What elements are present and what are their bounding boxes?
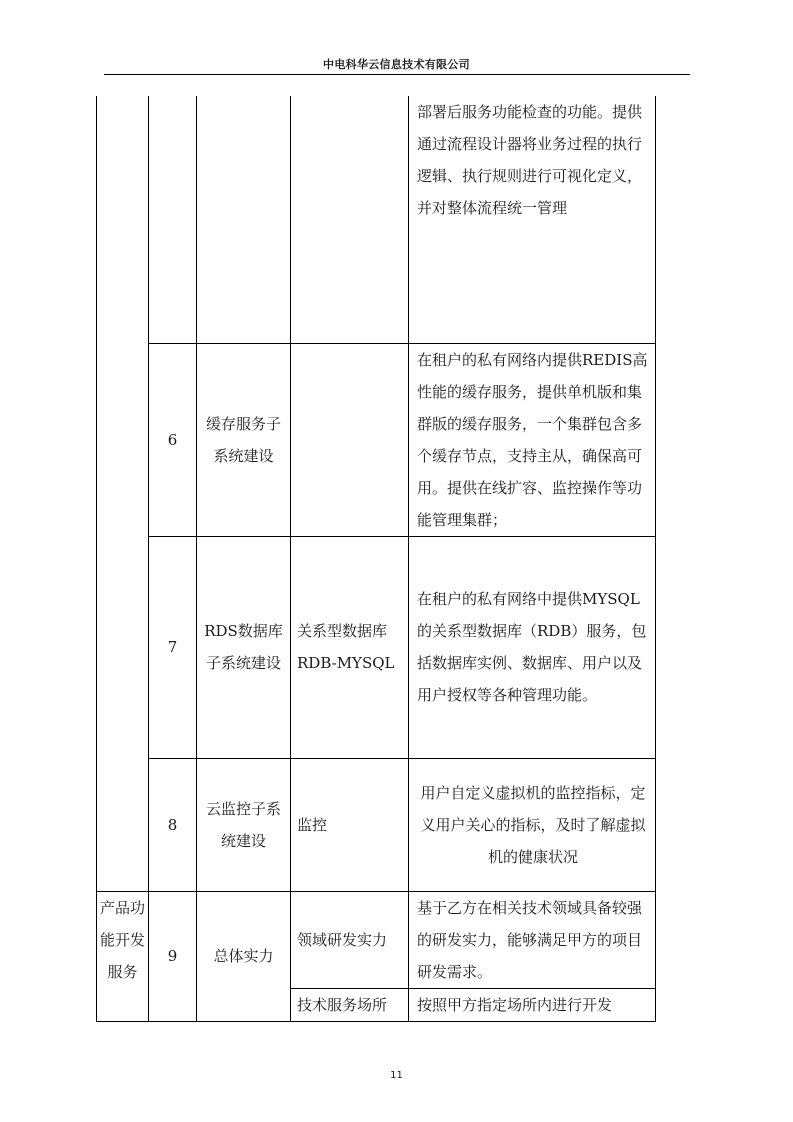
cell-description: 基于乙方在相关技术领域具备较强的研发实力，能够满足甲方的项目研发需求。 bbox=[409, 891, 656, 988]
page-number: 11 bbox=[390, 1070, 403, 1081]
cell-feature: 关系型数据库RDB-MYSQL bbox=[291, 536, 409, 758]
table-row bbox=[97, 758, 656, 891]
cell-name: 缓存服务子系统建设 bbox=[197, 343, 291, 536]
cell-name: 云监控子系统建设 bbox=[197, 758, 291, 891]
table-row bbox=[97, 891, 656, 988]
header-divider bbox=[104, 74, 690, 75]
cell-no-continued bbox=[149, 96, 197, 343]
table-row bbox=[97, 343, 656, 536]
page-header-company: 中电科华云信息技术有限公司 bbox=[323, 58, 470, 71]
cell-feature: 技术服务场所 bbox=[291, 988, 409, 1021]
cell-no: 7 bbox=[149, 536, 197, 758]
cell-feature bbox=[291, 343, 409, 536]
cell-feature-continued bbox=[291, 96, 409, 343]
cell-no: 9 bbox=[149, 891, 197, 1021]
cell-no: 8 bbox=[149, 758, 197, 891]
cell-feature: 领域研发实力 bbox=[291, 891, 409, 988]
cell-description: 按照甲方指定场所内进行开发 bbox=[409, 988, 656, 1021]
cell-no: 6 bbox=[149, 343, 197, 536]
category-cell-continued bbox=[97, 96, 149, 891]
cell-description: 用户自定义虚拟机的监控指标，定义用户关心的指标，及时了解虚拟机的健康状况 bbox=[409, 758, 656, 891]
cell-name: 总体实力 bbox=[197, 891, 291, 1021]
cell-feature: 监控 bbox=[291, 758, 409, 891]
table-row bbox=[97, 536, 656, 758]
cell-description: 在租户的私有网络内提供REDIS高性能的缓存服务，提供单机版和集群版的缓存服务，一个集群包含多个缓存节点，支持主从，确保高可用。提供在线扩容、监控操作等功能管理集群； bbox=[409, 343, 656, 536]
cell-name-continued bbox=[197, 96, 291, 343]
cell-name: RDS数据库子系统建设 bbox=[197, 536, 291, 758]
cell-description: 在租户的私有网络中提供MYSQL的关系型数据库（RDB）服务，包括数据库实例、数据库、用户以及用户授权等各种管理功能。 bbox=[409, 536, 656, 758]
category-cell: 产品功能开发服务 bbox=[97, 891, 149, 1021]
table-row-continued bbox=[97, 96, 656, 343]
spec-table bbox=[96, 96, 656, 1022]
cell-description-continued: 部署后服务功能检查的功能。提供通过流程设计器将业务过程的执行逻辑、执行规则进行可视化定义，并对整体流程统一管理 bbox=[409, 96, 656, 343]
